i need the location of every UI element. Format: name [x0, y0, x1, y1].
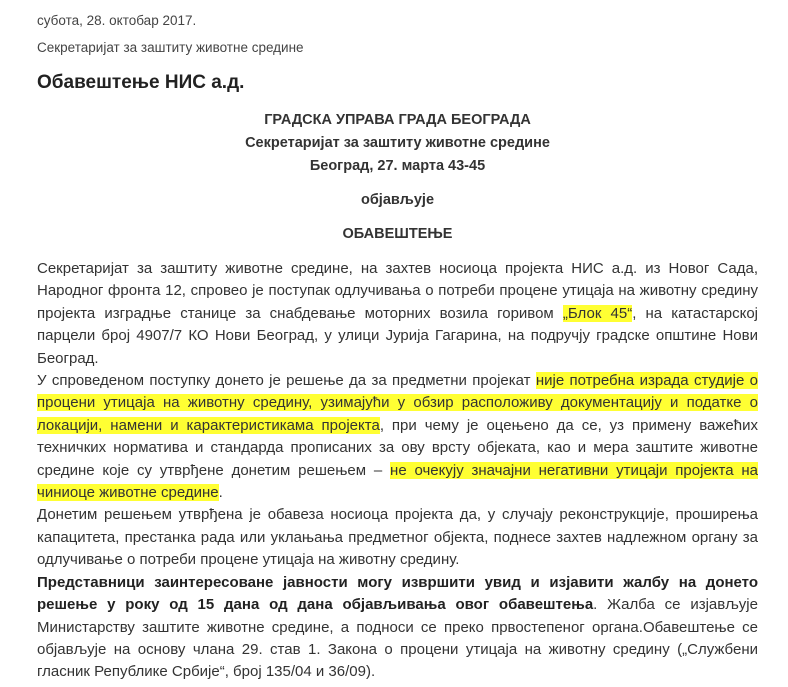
- highlight-no-study-required: није потребна израда студије о процени утицаја на животну средину, узимајући у обзир расположиву документацију и податке о локацији, намени и карактеристикама пројекта: [37, 372, 758, 434]
- notice-title: ОБАВЕШТЕЊЕ: [342, 226, 453, 242]
- appeal-notice-bold: Представници заинтересоване јавности могу извршити увид и изјавити жалбу на донето решење у року од 15 дана од дана објављивања овог обавештења: [37, 573, 758, 614]
- issuer-secretariat: Секретаријат за заштиту животне средине: [245, 135, 550, 151]
- publishes-label: објављује: [360, 192, 435, 208]
- paragraph-decision: [37, 370, 758, 504]
- paragraph-appeal: [37, 572, 758, 684]
- issuer-authority: ГРАДСКА УПРАВА ГРАДА БЕОГРАДА: [264, 112, 531, 128]
- paragraph-text: У спроведеном поступку донето је решење да за предметни пројекат: [37, 372, 536, 390]
- issuer-block: [37, 109, 758, 178]
- highlight-no-negative-impact: не очекују значајни негативни утицаји пројекта на чиниоце животне средине: [37, 461, 758, 502]
- paragraph-obligation: [37, 504, 758, 571]
- paragraph-text: .: [218, 484, 223, 502]
- issuer-address: Београд, 27. марта 43-45: [309, 158, 486, 174]
- paragraph-text: . Жалба се изјављује Министарству заштите животне средине, а подноси се преко првостепеног органа.Обавештење се објављује на основу члана 29. став 1. Закона о процени утицаја на животну средину („Службени гласник Републике Србије“, број 135/04 и 36/09).: [37, 596, 758, 681]
- category-link[interactable]: Секретаријат за заштиту животне средине: [37, 40, 304, 55]
- paragraph-text: Донетим решењем утврђена је обавеза носиоца пројекта да, у случају реконструкције, проширења капацитета, престанка рада или уклањања предметног објекта, поднесе захтев надлежном органу за одлучивање о потреби процене утицаја на животну средину.: [37, 506, 758, 569]
- highlight-project-name: „Блок 45“: [562, 304, 633, 322]
- paragraph-text: Секретаријат за заштиту животне средине, на захтев носиоца пројекта НИС а.д. из Новог Сада, Народног фронта 12, спровео је поступак одлучивања о потреби процене утицаја на животну средину пројекта изградње станице за снабдевање моторних возила горивом: [37, 260, 758, 322]
- publish-date: субота, 28. октобар 2017.: [37, 13, 197, 28]
- paragraph-request: [37, 258, 758, 370]
- paragraph-text: , на катастарској парцели број 4907/7 КО Нови Београд, у улици Јурија Гагарина, на подручју градске општине Нови Београд.: [37, 304, 759, 367]
- article-title: Обавештење НИС а.д.: [37, 72, 245, 93]
- paragraph-text: , при чему је оцењено да се, уз примену важећих техничких норматива и стандарда прописаних за ову врсту објеката, као и мера заштите животне средине које су утврђене донетим решењем –: [37, 416, 758, 479]
